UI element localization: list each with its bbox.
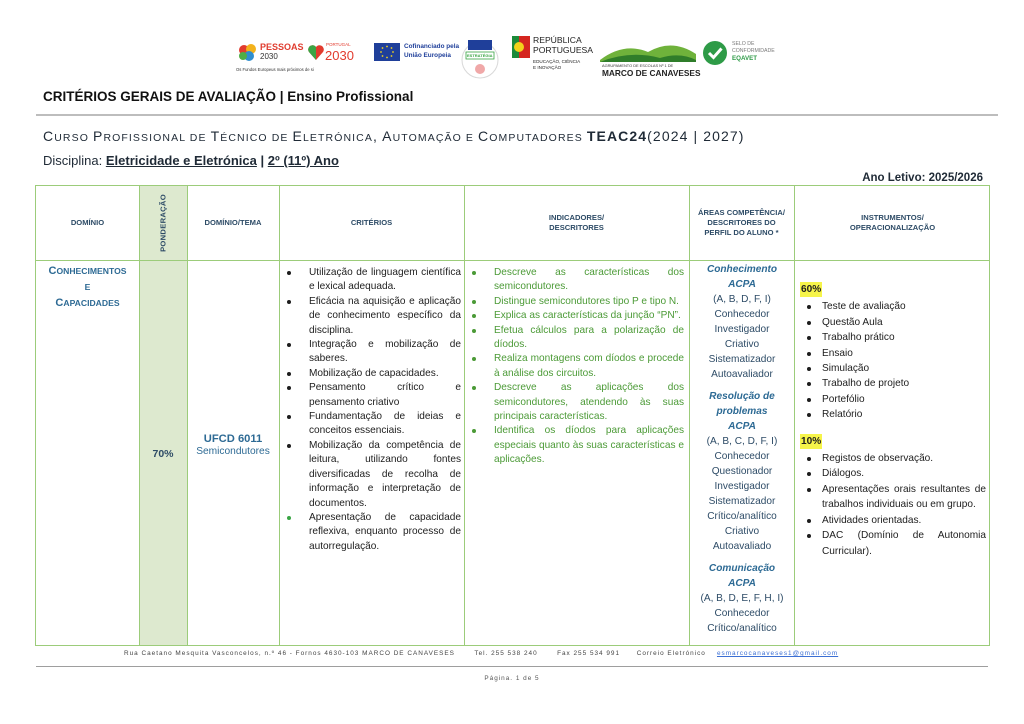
instrumentos-cell — [798, 282, 986, 559]
instrument-item: Atividades orientadas. — [798, 513, 986, 528]
area-descriptor: Crítico/analítico — [707, 511, 777, 522]
area-title: Conhecimento — [706, 264, 778, 275]
eqavet-text-2: CONFORMIDADE — [732, 48, 775, 54]
eu-cofinanced-logo — [374, 34, 464, 82]
area-letters: (A, B, C, D, F, I) — [706, 436, 778, 447]
document-title: CRITÉRIOS GERAIS DE AVALIAÇÃO | Ensino Profissional — [43, 89, 414, 104]
agrupamento-hills-icon — [600, 40, 696, 62]
criterio-item: Pensamento crítico e pensamento criativo — [281, 381, 461, 410]
area-letters: (A, B, D, E, F, H, I) — [700, 593, 784, 604]
area-letters: (A, B, D, F, I) — [713, 294, 771, 305]
disciplina-line — [43, 153, 339, 168]
criterio-item: Mobilização da competência de leitura, utilizando fontes diversificadas de recolha de informação e interpretação de documentos. — [281, 439, 461, 511]
agrupamento-text-2: MARCO DE CANAVESES — [602, 68, 701, 78]
indicador-item: Efetua cálculos para a polarização de díodos. — [466, 324, 684, 353]
dominio-value — [36, 264, 139, 312]
course-title-part: OMPUTADORES — [489, 132, 587, 144]
instrument-item: Trabalho prático — [798, 330, 986, 345]
instrument-item: DAC (Domínio de Autonomia Curricular). — [798, 528, 986, 559]
estrategia-text: ESTRATÉGIA — [467, 53, 493, 58]
area-descriptor: Conhecedor — [714, 608, 770, 619]
ano-value: 2º (11º) Ano — [267, 153, 339, 168]
indicador-item: Descreve as aplicações dos semicondutores, atendendo às suas principais características. — [466, 381, 684, 424]
course-title-part: (2024 | 2027) — [647, 128, 745, 144]
ufcd-cell — [187, 433, 279, 458]
portugal-year: 2030 — [325, 48, 354, 63]
area-title: Resolução de — [709, 391, 775, 402]
instrument-item: Teste de avaliação — [798, 299, 986, 314]
instrument-weight: 60% — [800, 282, 822, 297]
area-title: ACPA — [728, 279, 756, 290]
instrument-item: Portefólio — [798, 392, 986, 407]
page-number: Página. 1 de 5 — [484, 675, 540, 682]
indicador-item: Identifica os díodos para aplicações especiais quanto às suas características e aplicações. — [466, 424, 684, 467]
course-title-part: A — [382, 128, 393, 144]
disciplina-value: Eletricidade e Eletrónica — [105, 153, 257, 168]
instrument-weight: 10% — [800, 434, 822, 449]
republica-text-3: EDUCAÇÃO, CIÊNCIA — [533, 59, 581, 64]
footer-divider — [36, 666, 988, 667]
area-title: problemas — [716, 406, 768, 417]
eu-text-line2: União Europeia — [404, 52, 451, 59]
dominio-part: APACIDADES — [63, 297, 120, 308]
republica-text-4: E INOVAÇÃO — [533, 65, 562, 70]
ufcd-title: UFCD 6011 — [203, 433, 263, 445]
area-descriptor: Crítico/analítico — [707, 623, 777, 634]
portugal-2030-logo — [306, 34, 366, 82]
course-title-part: C — [43, 128, 55, 144]
republica-portuguesa-logo — [512, 34, 596, 82]
republica-shield-icon — [512, 36, 530, 58]
instrument-item: Trabalho de projeto — [798, 376, 986, 391]
criterio-item: Mobilização de capacidades. — [281, 367, 461, 381]
criterio-item: Integração e mobilização de saberes. — [281, 338, 461, 367]
instrument-list — [798, 299, 986, 422]
estrategia-badge-logo — [460, 34, 504, 82]
dominio-part: ONHECIMENTOS — [56, 266, 127, 276]
instrument-weight-line — [798, 282, 986, 297]
area-descriptor: Criativo — [724, 526, 760, 537]
course-title-part: LETRÓNICA — [302, 132, 373, 144]
indicador-item: Descreve as características dos semicondutores. — [466, 266, 684, 295]
dominio-part: C — [55, 296, 64, 309]
areas-header: ÁREAS COMPETÊNCIA/ DESCRITORES DO PERFIL DO ALUNO * — [698, 207, 785, 238]
disciplina-separator: | — [256, 153, 268, 168]
footer-email-label: Correio Eletrónico — [636, 650, 706, 657]
course-title-part: UTOMAÇÃO E — [392, 132, 479, 144]
footer-address: Rua Caetano Mesquita Vasconcelos, n.º 46 - Fornos 4630-103 MARCO DE CANAVESES — [124, 650, 455, 657]
indicador-item: Realiza montagens com díodos e procede à análise dos circuitos. — [466, 352, 684, 381]
grid-line — [36, 260, 989, 261]
eu-text-line1: Cofinanciado pela — [404, 43, 460, 50]
footer-fax: Fax 255 534 991 — [557, 650, 621, 657]
course-title-part: E — [292, 128, 303, 144]
republica-text-2: PORTUGUESA — [533, 45, 594, 55]
eqavet-check-icon — [702, 40, 728, 66]
area-descriptor: Sistematizador — [708, 354, 776, 365]
area-descriptor: Questionador — [711, 466, 773, 477]
criterios-list — [281, 266, 461, 554]
instrument-item: Apresentações orais resultantes de trabalhos individuais ou em grupo. — [798, 482, 986, 513]
disciplina-label: Disciplina: — [43, 153, 106, 168]
area-title: ACPA — [728, 421, 756, 432]
areas-gap — [692, 382, 792, 389]
criterio-item: Eficácia na aquisição e aplicação de conhecimento específico da disciplina. — [281, 295, 461, 338]
course-title-part: ÉCNICO DE — [220, 132, 293, 144]
logo-strip — [236, 34, 796, 82]
criteria-table — [35, 185, 990, 646]
indicadores-list — [466, 266, 684, 468]
title-divider — [36, 114, 998, 116]
ufcd-subtitle: Semicondutores — [196, 446, 270, 457]
course-title-part: P — [92, 128, 104, 144]
criterio-item: Fundamentação de ideias e conceitos essenciais. — [281, 410, 461, 439]
footer-email-link[interactable]: esmarcocanaveses1@gmail.com — [716, 650, 839, 657]
area-descriptor: Sistematizador — [708, 496, 776, 507]
eu-flag-icon — [374, 43, 400, 61]
area-title: ACPA — [728, 578, 756, 589]
pessoas-tagline: Os Fundos Europeus mais próximos de si — [236, 67, 314, 72]
course-title-part: C — [478, 128, 490, 144]
dominio-part: E — [84, 281, 91, 292]
dominio-tema-header: DOMÍNIO/TEMA — [204, 217, 262, 227]
ponderacao-header-text: PONDERAÇÃO — [158, 194, 168, 252]
criterio-item: Apresentação de capacidade reflexiva, enquanto processo de autorregulação. — [281, 511, 461, 554]
instrument-item: Questão Aula — [798, 315, 986, 330]
area-descriptor: Conhecedor — [714, 451, 770, 462]
ponderacao-value: 70% — [152, 448, 174, 460]
estrategia-badge-icon — [460, 36, 500, 80]
portugal-heart-icon — [308, 43, 324, 61]
instrument-item: Relatório — [798, 407, 986, 422]
instrument-weight-line — [798, 434, 986, 449]
footer-address-line — [124, 650, 838, 657]
instrument-list — [798, 451, 986, 559]
ponderacao-header — [139, 186, 187, 260]
ano-letivo: Ano Letivo: 2025/2026 — [862, 172, 983, 184]
indicadores-header: INDICADORES/ DESCRITORES — [548, 212, 605, 232]
instrument-gap — [798, 423, 986, 434]
eqavet-logo — [702, 34, 792, 82]
course-title-part: , — [372, 128, 383, 144]
dominio-part: C — [48, 265, 57, 277]
instrument-item: Diálogos. — [798, 466, 986, 481]
grid-line — [139, 186, 140, 645]
course-title-part: URSO — [54, 132, 93, 144]
course-title-part: T — [210, 128, 221, 144]
area-title: Comunicação — [708, 563, 776, 574]
course-title — [43, 128, 745, 144]
area-descriptor: Criativo — [724, 339, 760, 350]
pessoas-text: PESSOAS — [260, 42, 304, 52]
footer-tel: Tel. 255 538 240 — [474, 650, 538, 657]
course-title-part: TEAC24 — [586, 128, 648, 144]
area-descriptor: Autoavaliado — [712, 541, 772, 552]
portugal-label: PORTUGAL — [326, 42, 351, 47]
area-descriptor: Investigador — [714, 481, 770, 492]
republica-text-1: REPÚBLICA — [533, 35, 582, 45]
criterio-item: Utilização de linguagem científica e lexical adequada. — [281, 266, 461, 295]
agrupamento-text-1: AGRUPAMENTO DE ESCOLAS Nº 1 DE — [602, 63, 674, 68]
areas-cell — [692, 262, 792, 636]
area-descriptor: Investigador — [714, 324, 770, 335]
course-title-part: ROFISSIONAL DE — [103, 132, 211, 144]
pessoas-flower-icon — [236, 42, 260, 64]
pessoas-year: 2030 — [260, 52, 278, 61]
indicador-item: Distingue semicondutores tipo P e tipo N. — [466, 295, 684, 309]
criterios-header: CRITÉRIOS — [350, 217, 393, 227]
instrument-item: Simulação — [798, 361, 986, 376]
agrupamento-logo — [600, 34, 701, 82]
area-descriptor: Autoavaliador — [711, 369, 773, 380]
dominio-header: DOMÍNIO — [70, 217, 105, 227]
instrument-item: Ensaio — [798, 346, 986, 361]
eqavet-text-1: SELO DE — [732, 41, 755, 47]
instrument-item: Registos de observação. — [798, 451, 986, 466]
instrumentos-header: INSTRUMENTOS/ OPERACIONALIZAÇÃO — [849, 212, 936, 232]
area-descriptor: Conhecedor — [714, 309, 770, 320]
areas-gap — [692, 554, 792, 561]
eqavet-text-3: EQAVET — [732, 55, 757, 62]
indicador-item: Explica as características da junção “PN”. — [466, 309, 684, 323]
